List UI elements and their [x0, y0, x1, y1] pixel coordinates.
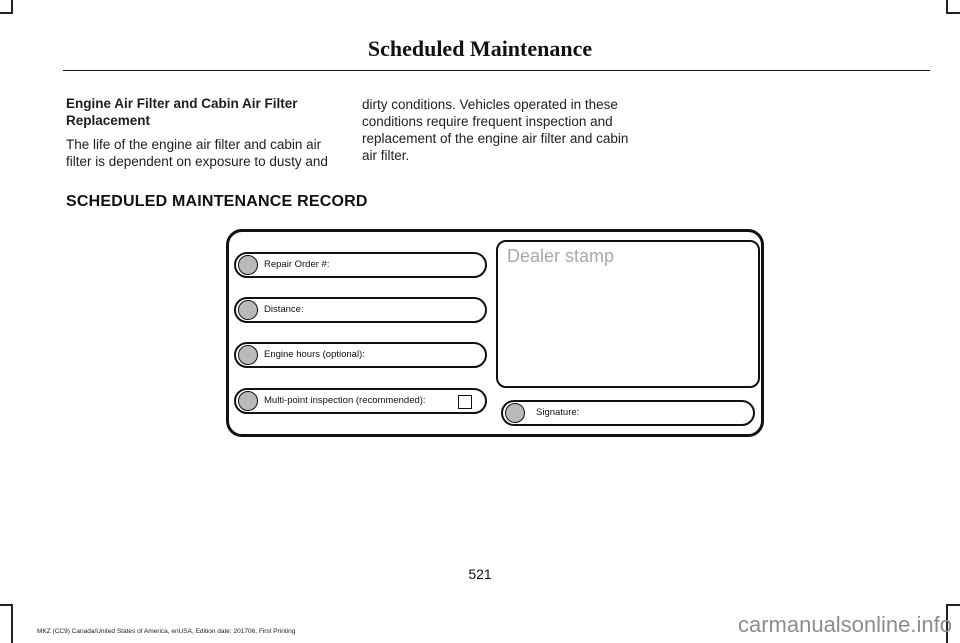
- watermark: carmanualsonline.info: [737, 612, 952, 637]
- bullet-circle-icon: [238, 300, 258, 320]
- crop-mark-bottom-left: [11, 604, 13, 643]
- inspection-label: Multi-point inspection (recommended):: [264, 395, 426, 406]
- page-title: Scheduled Maintenance: [367, 36, 593, 61]
- distance-field[interactable]: [234, 297, 487, 323]
- crop-mark-bottom-right: [946, 604, 960, 606]
- header-rule: [63, 70, 930, 71]
- signature-label: Signature:: [536, 407, 580, 418]
- dealer-stamp-label: Dealer stamp: [507, 246, 615, 266]
- inspection-checkbox[interactable]: [458, 395, 472, 409]
- inspection-field[interactable]: [234, 388, 487, 414]
- page-number: 521: [468, 566, 492, 582]
- signature-field[interactable]: [501, 400, 755, 426]
- record-section-title: SCHEDULED MAINTENANCE RECORD: [66, 193, 368, 210]
- bullet-circle-icon: [238, 391, 258, 411]
- engine-hours-label: Engine hours (optional):: [264, 349, 365, 360]
- bullet-circle-icon: [505, 403, 525, 423]
- crop-mark-top-left: [0, 12, 13, 14]
- distance-label: Distance:: [264, 304, 304, 315]
- crop-mark-top-right: [946, 12, 960, 14]
- bullet-circle-icon: [238, 345, 258, 365]
- repair-order-field[interactable]: [234, 252, 487, 278]
- intro-right-column: [362, 96, 634, 164]
- engine-hours-field[interactable]: [234, 342, 487, 368]
- repair-order-label: Repair Order #:: [264, 259, 330, 270]
- footer-edition-info: MKZ (CC9) Canada/United States of America, enUSA, Edition date: 201706, First Printing: [37, 628, 296, 635]
- intro-body-left: The life of the engine air filter and cabin air filter is dependent on exposure to dusty and: [66, 137, 328, 169]
- dealer-stamp-box: [496, 240, 760, 388]
- crop-mark-top-left: [11, 0, 13, 12]
- intro-body-right: dirty conditions. Vehicles operated in these conditions require frequent inspection and replacement of the engine air filter and cabin air filter.: [362, 97, 629, 163]
- bullet-circle-icon: [238, 255, 258, 275]
- crop-mark-top-right: [946, 0, 948, 12]
- intro-left-column: [66, 95, 338, 170]
- intro-heading: Engine Air Filter and Cabin Air Filter Replacement: [66, 96, 298, 128]
- maintenance-record-card: [226, 229, 764, 437]
